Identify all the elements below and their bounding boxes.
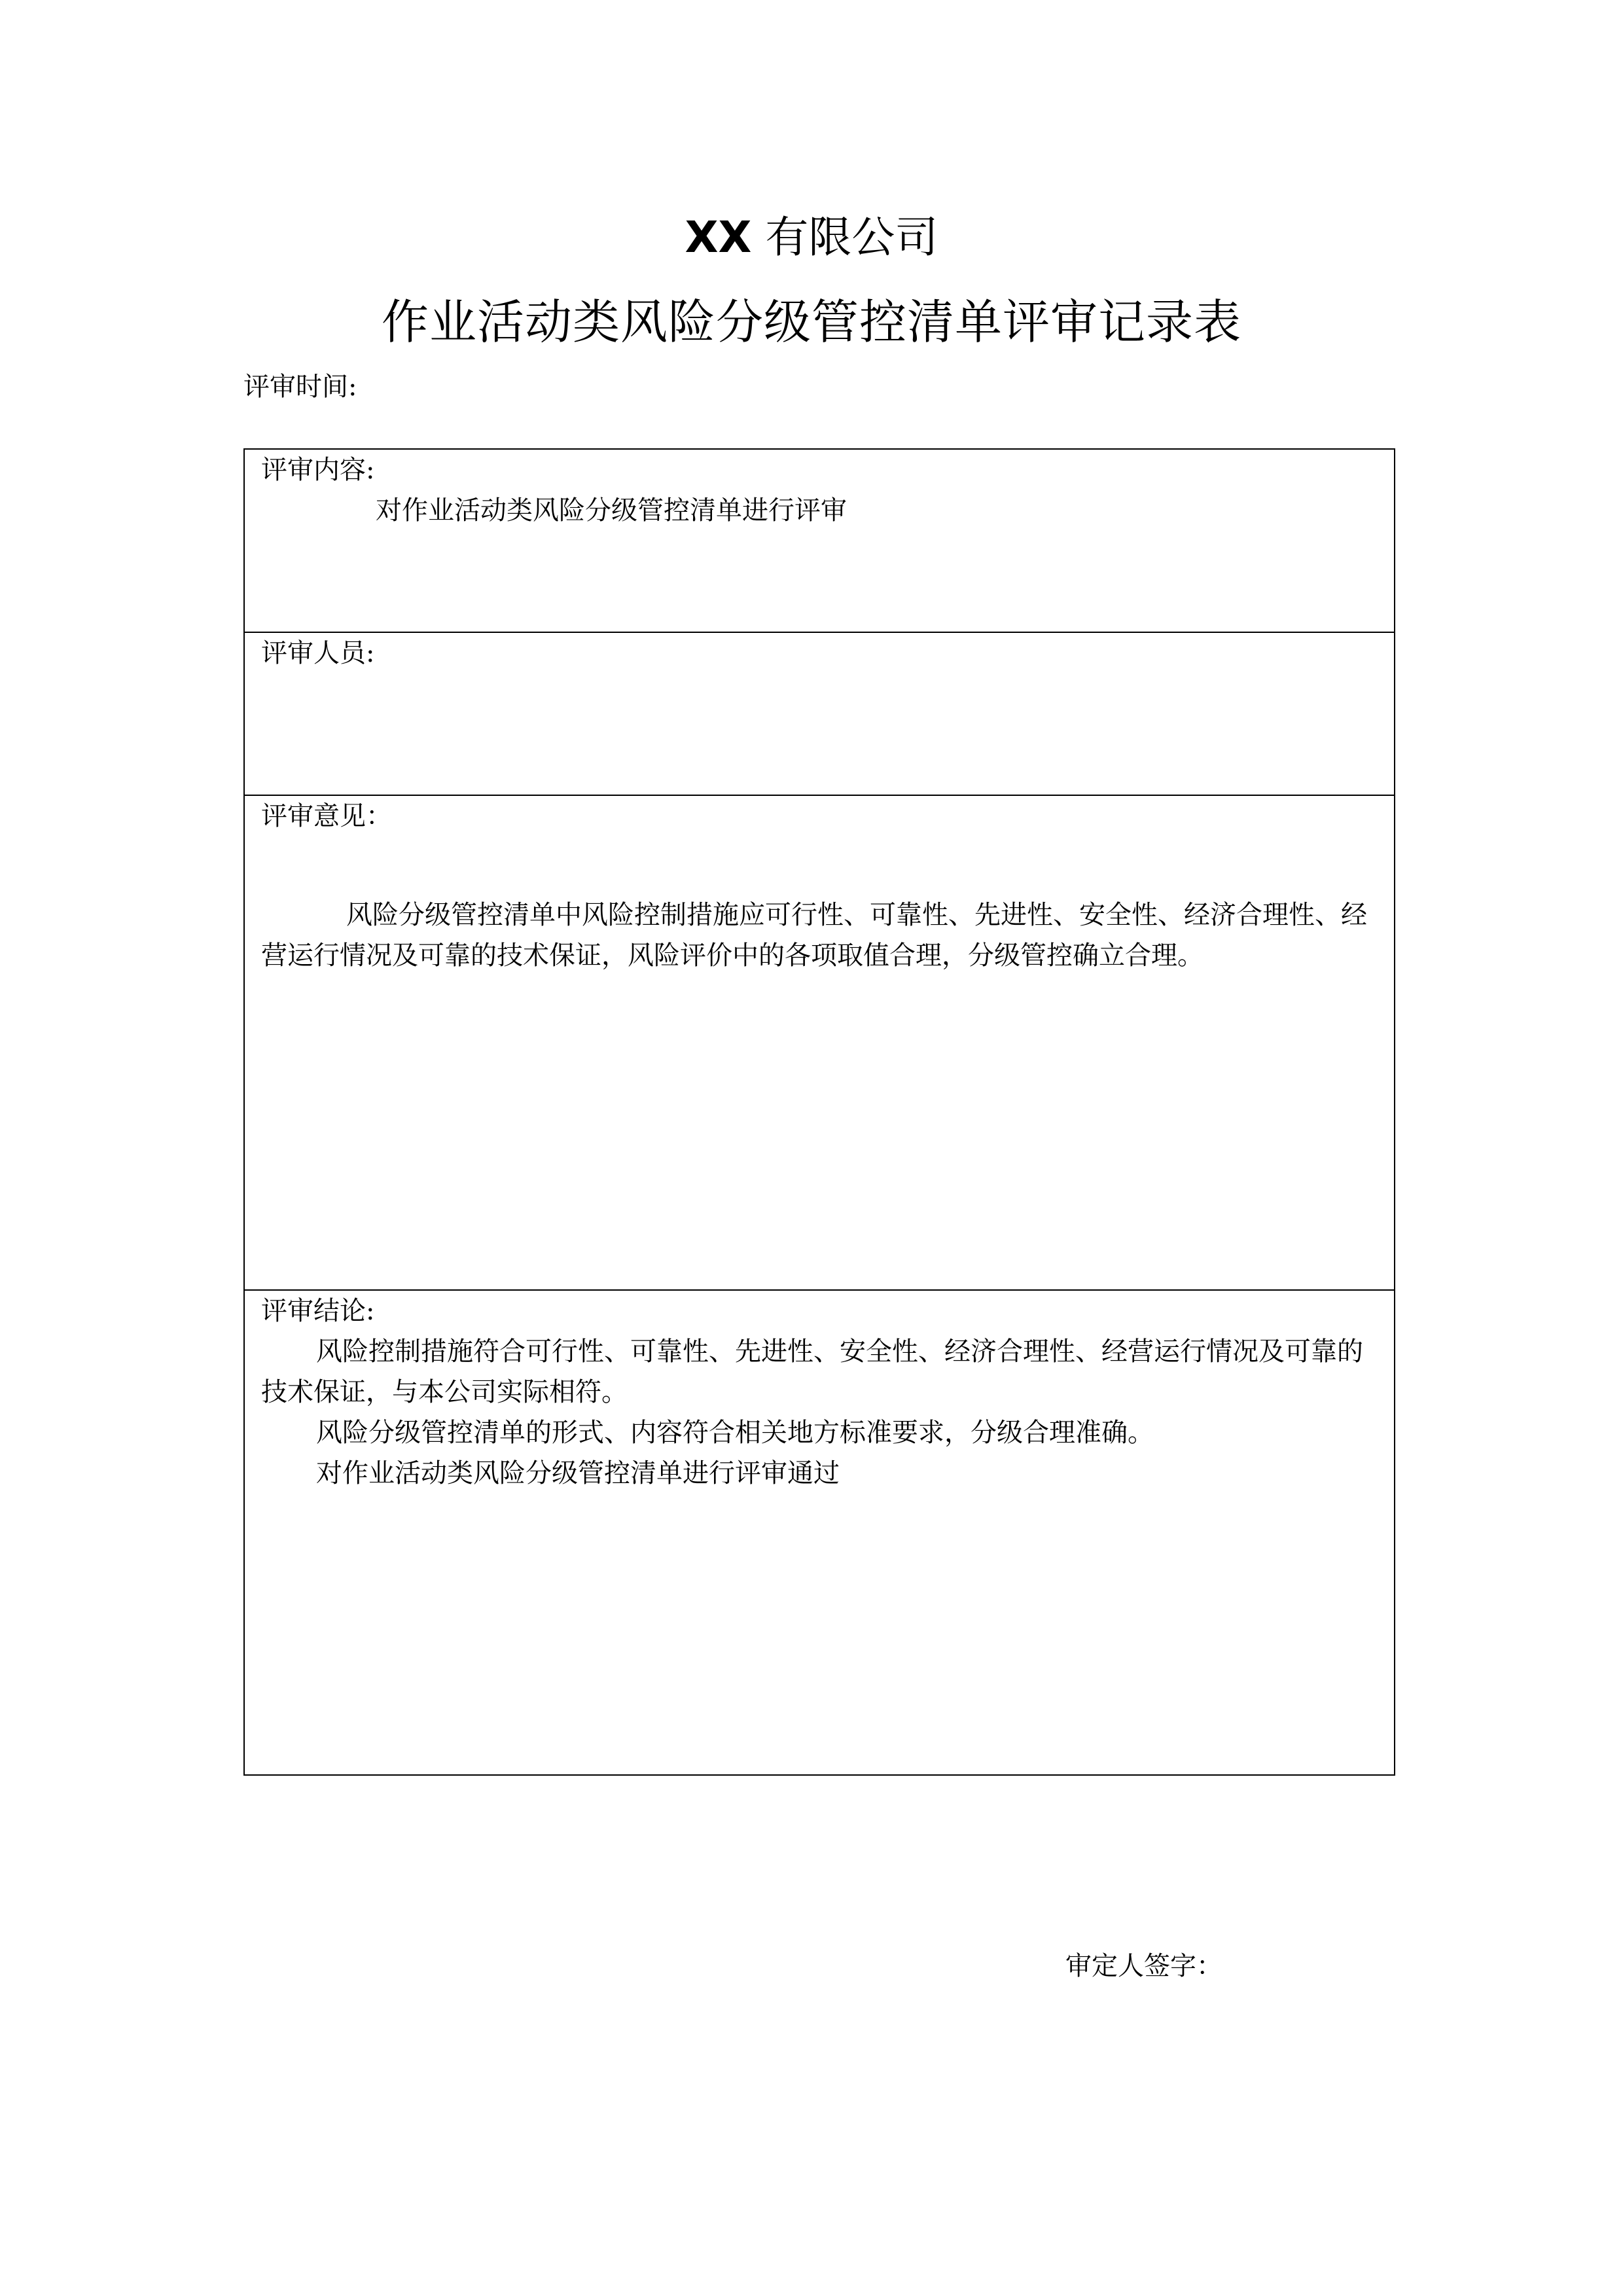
review-conclusion-paragraph: 风险控制措施符合可行性、可靠性、先进性、安全性、经济合理性、经营运行情况及可靠的技术保证，与本公司实际相符。 (261, 1336, 1363, 1407)
review-time-label: 评审时间: (243, 372, 357, 402)
company-prefix: XX (685, 212, 752, 262)
review-conclusion-label: 评审结论: (261, 1296, 375, 1326)
review-content-label: 评审内容: (261, 455, 375, 485)
review-content-cell (245, 450, 1394, 633)
review-members-label: 评审人员: (261, 638, 375, 668)
form-title: 作业活动类风险分级管控清单评审记录表 (381, 295, 1241, 350)
approver-signature-label: 审定人签字： (1065, 1951, 1222, 1981)
review-form-table (243, 448, 1395, 1776)
review-opinion-label: 评审意见： (261, 801, 392, 831)
review-opinion-text: 风险分级管控清单中风险控制措施应可行性、可靠性、先进性、安全性、经济合理性、经营运行情况及可靠的技术保证，风险评价中的各项取值合理，分级管控确立合理。 (261, 900, 1367, 971)
review-opinion-cell (245, 796, 1394, 1291)
review-conclusion-paragraph: 风险分级管控清单的形式、内容符合相关地方标准要求，分级合理准确。 (316, 1418, 1154, 1448)
review-conclusion-paragraph: 对作业活动类风险分级管控清单进行评审通过 (316, 1458, 840, 1488)
company-title (0, 208, 1623, 267)
company-name: 有限公司 (765, 212, 938, 262)
review-members-cell (245, 633, 1394, 796)
review-content-text: 对作业活动类风险分级管控清单进行评审 (376, 495, 847, 526)
review-conclusion-cell (245, 1291, 1394, 1774)
